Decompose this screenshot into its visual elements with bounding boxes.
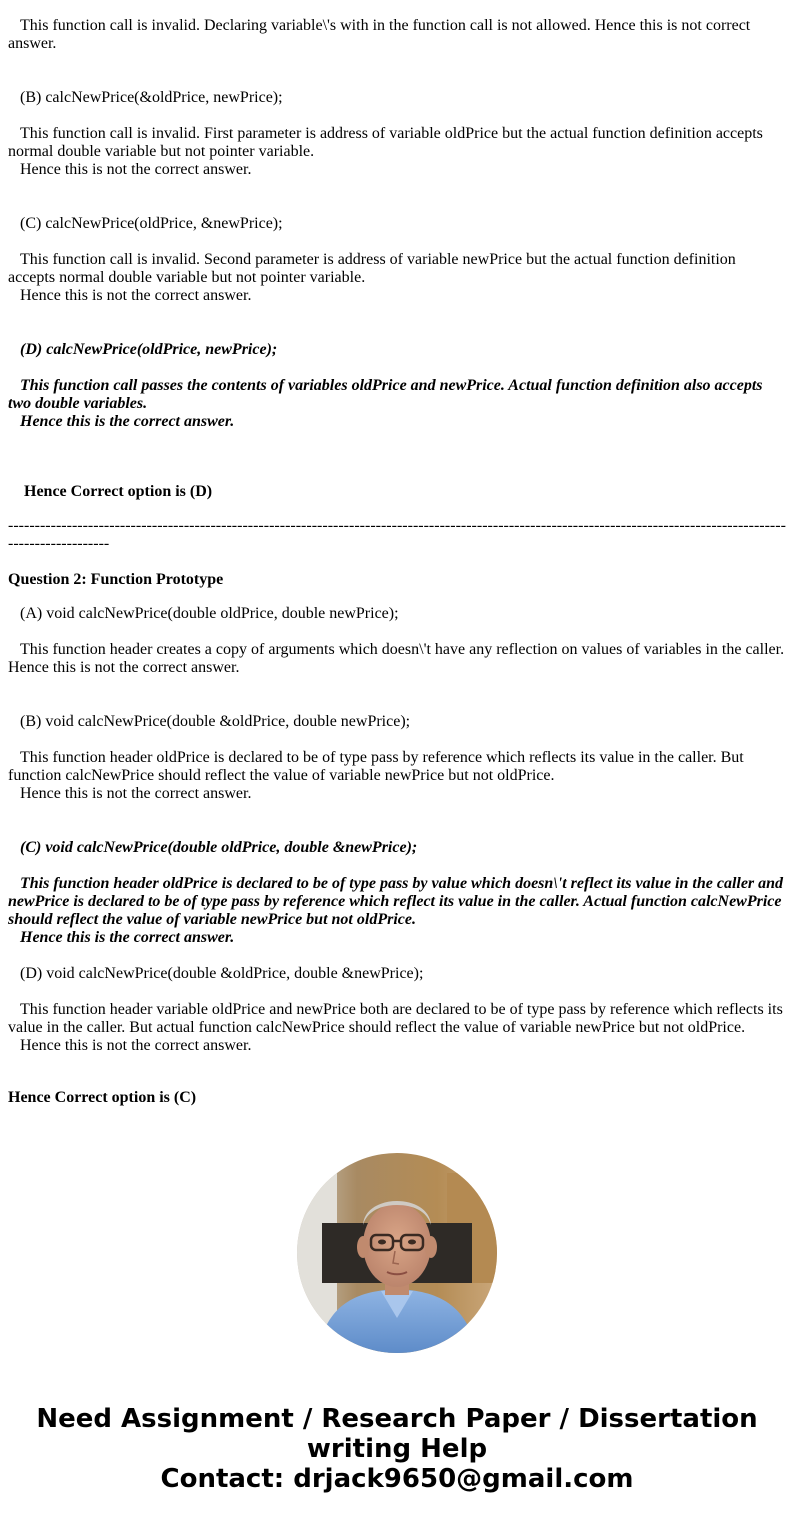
q1-d-explanation-text: This function call passes the contents of variables oldPrice and newPrice. Actual function definition also accepts two double variables. [8,377,763,412]
q2-b-explanation-text: This function header oldPrice is declared to be of type pass by reference which reflects its value in the caller. But function calcNewPrice should reflect the value of variable newPrice but not oldPrice. [8,749,744,784]
q2-correct-answer: Hence Correct option is (C) [8,1089,197,1106]
q2-b-explanation [8,749,786,785]
q2-c-explanation [8,875,786,929]
q2-a-explanation [8,641,786,677]
q2-c-explanation-text: This function header oldPrice is declared to be of type pass by value which doesn\'t reflect its value in the caller and newPrice is declared to be of type pass by reference which reflect its value in the caller. Actual function calcNewPrice should reflect the value of variable newPrice but not oldPrice. [8,875,784,928]
q2-c-option: (C) void calcNewPrice(double oldPrice, double &newPrice); [20,839,418,856]
footer-contact-email[interactable]: Contact: drjack9650@gmail.com [160,1464,634,1494]
q1-b-explanation-text: This function call is invalid. First parameter is address of variable oldPrice but the actual function definition accepts normal double variable but not pointer variable. [8,125,763,160]
q1-d-explanation [8,377,786,413]
q1-b-explanation [8,125,786,161]
q2-a-verdict: Hence this is not the correct answer. [8,659,240,676]
q1-a-explanation-text: This function call is invalid. Declaring variable\'s with in the function call is not allowed. Hence this is not correct answer. [8,17,751,52]
q1-a-explanation [8,17,786,53]
q1-d-option: (D) calcNewPrice(oldPrice, newPrice); [20,341,278,358]
q1-correct-answer: Hence Correct option is (D) [24,483,213,500]
answer-content [8,17,786,1107]
author-avatar [297,1153,497,1353]
footer-line-1: Need Assignment / Research Paper / Dissertation [36,1404,758,1434]
q1-b-verdict: Hence this is not the correct answer. [20,161,252,178]
q2-d-explanation-text: This function header variable oldPrice and newPrice both are declared to be of type pass by reference which reflects its value in the caller. But actual function calcNewPrice should reflect the value of variable newPrice but not oldPrice. [8,1001,783,1036]
q1-c-verdict: Hence this is not the correct answer. [20,287,252,304]
q1-c-explanation-text: This function call is invalid. Second parameter is address of variable newPrice but the actual function definition accepts normal double variable but not pointer variable. [8,251,736,286]
author-portrait-image [297,1153,497,1353]
q1-c-explanation [8,251,786,287]
q2-c-verdict: Hence this is the correct answer. [20,929,235,946]
q1-c-option: (C) calcNewPrice(oldPrice, &newPrice); [20,215,283,232]
footer-contact [0,1404,794,1494]
q2-b-verdict: Hence this is not the correct answer. [20,785,252,802]
footer-line-2: writing Help [306,1434,488,1464]
q1-b-option: (B) calcNewPrice(&oldPrice, newPrice); [20,89,283,106]
q2-a-option: (A) void calcNewPrice(double oldPrice, double newPrice); [20,605,399,622]
q1-d-verdict: Hence this is the correct answer. [20,413,235,430]
q2-b-option: (B) void calcNewPrice(double &oldPrice, double newPrice); [20,713,411,730]
q2-d-option: (D) void calcNewPrice(double &oldPrice, double &newPrice); [20,965,424,982]
q2-d-explanation [8,1001,786,1037]
q2-title: Question 2: Function Prototype [8,571,224,588]
q2-a-explanation-text: This function header creates a copy of arguments which doesn\'t have any reflection on values of variables in the caller. [20,641,785,658]
q2-d-verdict: Hence this is not the correct answer. [20,1037,252,1054]
section-separator: --------------------------------------------------------------------------------------------------------------------------------------------------------------------- [8,517,786,552]
